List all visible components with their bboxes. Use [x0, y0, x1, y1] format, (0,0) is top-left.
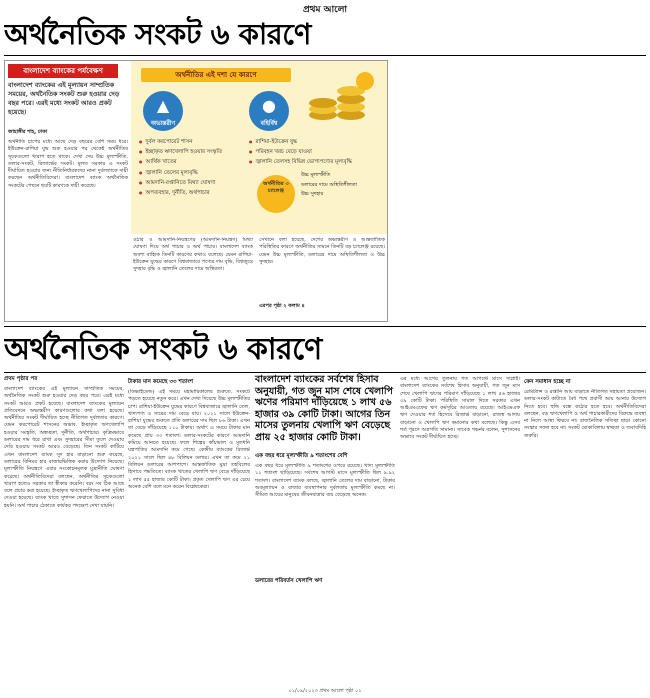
list-item: ● জ্বালানি তেলের মূল্যবৃদ্ধি: [139, 168, 249, 178]
byline: জাহাঙ্গীর শাহ, ঢাকা: [8, 129, 48, 135]
article-col-3: [255, 450, 395, 682]
external-label: বহির্বিশ্ব: [260, 120, 278, 127]
article-text: এক বছর ধরে মূল্যস্ফীতি ৯ শতাংশের ওপরে রয়েছে। খাদ্য মূল্যস্ফীতি ১২ শতাংশ ছাড়িয়েছে। সর্বশেষ আগস্ট মাসে মূল্যস্ফীতি ছিল ৯.৯২ শতাংশ। বাংলাদেশ ব্যাংক বলছে, জ্বালানি তেলের দাম বাড়ানো, টাকার অবমূল্যায়ন ও বাজার ব্যবস্থাপনার দুর্বলতায় মূল্যস্ফীতি কমছে না। সীমিত আয়ের মানুষের জীবনযাত্রার ব্যয় বেড়েছে অনেক।: [255, 463, 395, 499]
headline-bottom: অর্থনৈতিক সংকট ৬ কারণে: [4, 332, 322, 367]
article-text: রেমিট্যান্স ও রপ্তানি আয় বাড়াতে নীতিগত সহায়তা প্রয়োজন। ডলার-সংকট কাটাতে বৈধ পথে প্রবাসী আয় আনার উদ্যোগ নিতে হবে। হুন্ডি বন্ধে কঠোর হতে হবে। অর্থনীতিবিদেরা বলছেন, বড় ঋণখেলাপি ও অর্থ পাচারকারীদের বিরুদ্ধে ব্যবস্থা না নিলে আস্থা ফিরবে না। রাজনৈতিক সদিচ্ছা ছাড়া কোনো সংস্কার সফল হবে না। সংকট মোকাবিলায় স্বচ্ছতা ও জবাবদিহি জরুরি।: [524, 389, 646, 439]
section-heading: কেন সমাধান হচ্ছে না: [524, 379, 571, 385]
challenges-list: [301, 171, 381, 200]
section-tag: বাংলাদেশ ব্যাংকের পর্যবেক্ষণ: [8, 64, 118, 78]
body-col-1: অর্থনীতি চাপের মধ্যে আছে দেড় বছরের বেশি সময় ধরে। ইউক্রেন-রাশিয়া যুদ্ধ শুরু হওয়ার পর থেকেই অর্থনীতির সূচকগুলো খারাপ হতে থাকে। দেখা দেয় উচ্চ মূল্যস্ফীতি, ডলার-সংকট, রিজার্ভের সংকট। মূলত সরকার এ সংকট দীর্ঘায়িত হওয়ার জন্য নীতিনির্ধারকদের নানা দুর্বলতাকে দায়ী করছেন অর্থনীতিবিদেরা। বাংলাদেশ ব্যাংক অর্থনৈতিক সংকটের পেছনে ছয়টি কারণকে দায়ী করেছে।: [8, 139, 128, 189]
external-causes-list: [249, 137, 379, 168]
list-item: ● আর্থিক খাতের: [139, 157, 249, 167]
page-footer: ০১/০৯/২০২৩ প্রথম আলো পৃষ্ঠা ০১: [288, 688, 362, 694]
body-col-2: ওঠার ও আমদানি-নিয়ন্ত্রণের (আমদানি-নিয়ন্ত্রণ) মিথ্যা ঘোষণা দিয়ে অর্থ পাচার ও অর্থ পাচার। বাংলাদেশ ব্যাংক অবশ্য বাহ্যিক তিনটি কারণের কথাও বলেছে। যেমন রাশিয়া-ইউক্রেন যুদ্ধের কারণে বিশ্ববাজারে পণ্যের দাম বৃদ্ধি, বিশ্বজুড়ে সুদহার বৃদ্ধি ও জ্বালানি তেলের দামে অস্থিরতা।: [133, 237, 253, 273]
infographic-title: অর্থনীতির এই দশা যে কারণে: [141, 68, 291, 82]
map-icon: ▲: [156, 96, 170, 115]
domestic-label: অভ্যন্তরীণ: [150, 120, 176, 127]
article-text: (ডিভাইডেন্ড) এই সময়ে মহামারিকালের শুরুতে, সংকটে পড়তে হয়েছে নতুন করে। এখন দেখা দিয়েছে উচ্চ মূল্যস্ফীতির চাপ। রাশিয়া-ইউক্রেন যুদ্ধের কারণে বিশ্ববাজারে জ্বালানি তেল, খাদ্যপণ্য ও সারের দাম বেড়ে যায়। ২০২১ সালে ইউক্রেন-রাশিয়া যুদ্ধের শুরুতে প্রতি ডলারের দাম ছিল ৮৬ টাকা। এখন তা বেড়ে দাঁড়িয়েছে ১১০ টাকায়। অর্থাৎ এ সময়ে টাকার মান কমেছে প্রায় ৩৩ শতাংশ। ডলার-সংকটের কারণে আমদানি কমিয়ে আনতে হয়েছে। ফলে শিল্পের কাঁচামাল ও মূলধনি যন্ত্রপাতির আমদানি কমে গেছে। কেন্দ্রীয় ব্যাংকের রিজার্ভ ২০২১ সালে ছিল ৪৮ বিলিয়ন ডলার। এখন তা কমে ২১ বিলিয়ন ডলারের আশপাশে। আন্তর্জাতিক মুদ্রা তহবিলের হিসাবে পদ্ধতিতে। ব্যাংক খাতের খেলাপি ঋণ বেড়ে দাঁড়িয়েছে ১ লাখ ৫৫ হাজার কোটি টাকা। প্রকৃত খেলাপি ঋণ এর চেয়ে অনেক বেশি বলে মনে করেন বিশ্লেষকেরা।: [128, 389, 250, 490]
list-item: উচ্চ মূল্যস্ফীতি: [301, 172, 331, 178]
list-item: ● অপব্যবহার, দুর্নীতি, অর্থপাচার: [139, 188, 249, 198]
divider: [4, 372, 646, 373]
list-item: ● জ্বালানি তেলসহ বিভিন্ন ভোগ্যপণ্যের মূল্যবৃদ্ধি: [249, 157, 379, 167]
section-heading: টাকার মান কমেছে ৩৩ শতাংশ: [128, 379, 194, 385]
list-item: ডলারের দামে অস্থিতিশীলতা: [301, 181, 357, 188]
challenges-box: [257, 169, 379, 227]
article-text: বাংলাদেশ ব্যাংকের এই মূল্যায়ন সাম্প্রতিক সময়ের, অর্থনৈতিক সংকট শুরু হওয়ার দেড় বছর পরে। এরই মধ্যে সংকট আরও প্রকট হয়েছে। বাংলাদেশ ব্যাংকের মূল্যায়ন প্রতিবেদনে অভ্যন্তরীণ কারণগুলোর কথা বলা হয়েছে। অর্থনীতির সংকট দীর্ঘায়িত হচ্ছে নীতিগত দুর্বলতার কারণে। যেমন করপোরেট শাসনের অভাব, ইচ্ছাকৃত ঋণখেলাপি হওয়ার সংস্কৃতি, অস্বচ্ছতা, দুর্নীতি, অর্থপাচার। কৃত্রিমভাবে ডলারের দাম ধরে রাখা এবং সুদহারের সীমা তুলে দেওয়ায় দেরি হওয়ায় সংকট আরও বেড়েছে। তিন সংকট কাটিয়ে এখন বাংলাদেশ ব্যাংক সুদ হার বাড়ানো শুরু করেছে, ডলারের বিনিময় হার বাজারভিত্তিক করার উদ্যোগ নিয়েছে। মূল্যস্ফীতি নিয়ন্ত্রণে এবার সংকোচনমূলক মুদ্রানীতি ঘোষণা করেছে। অর্থনীতিবিদেরা বলছেন, অর্থনীতির সূচকগুলো খারাপ হলেও সরকার তা স্বীকার করেনি। বরং সব ঠিক আছে বলে প্রচার করা হয়েছে। ইচ্ছাকৃত ঋণখেলাপিদের নানা সুবিধা দেওয়া হয়েছে। ব্যাংক খাতে সুশাসন ফেরাতে উদ্যোগ নেওয়া হয়নি। অর্থ পাচার ঠেকাতে কার্যকর পদক্ষেপ দেখা যায়নি।: [4, 386, 124, 509]
list-item: ● রাশিয়া-ইউক্রেন যুদ্ধ: [249, 137, 379, 147]
article-col-5: [524, 376, 646, 682]
section-heading: এক বছর ধরে মূল্যস্ফীতি ৯ শতাংশের বেশি: [255, 453, 348, 459]
headline-top: অর্থনৈতিক সংকট ৬ কারণে: [4, 17, 311, 51]
causes-infographic: [131, 61, 387, 234]
domestic-circle: [143, 91, 183, 131]
intro-text: বাংলাদেশ ব্যাংকের এই মূল্যায়ন সাম্প্রতিক সময়ের, অর্থনৈতিক সংকট শুরু হওয়ার দেড় বছর পরে। এরই মধ্যে সংকট আরও প্রকট হয়েছে।: [8, 81, 120, 116]
divider: [4, 326, 646, 327]
section-heading: ডলারের পরিবর্তন খেলাপি ঋণ: [255, 578, 323, 584]
continued-note: এরপর পৃষ্ঠা ২ কলাম ৪: [259, 303, 305, 309]
coins-illustration: [303, 65, 381, 123]
list-item: ● আমদানি-রপ্তানিতে মিথ্যা ঘোষণা: [139, 178, 249, 188]
external-circle: [249, 91, 289, 131]
challenge-label: অর্থনীতির ৩ চ্যালেঞ্জ: [257, 175, 295, 213]
article-col-2: [128, 376, 250, 682]
list-item: উচ্চ সুদহার: [301, 191, 324, 197]
article-col-1: [4, 376, 124, 682]
list-item: ● দুর্বল করপোরেট শাসন: [139, 137, 249, 147]
globe-icon: ●: [262, 96, 276, 115]
divider: [4, 55, 646, 56]
page-label: প্রথম পৃষ্ঠার পর: [4, 376, 38, 382]
list-item: ● পরিবহন খরচ বেড়ে যাওয়া: [249, 147, 379, 157]
pull-quote: বাংলাদেশ ব্যাংকের সর্বশেষ হিসাব অনুযায়ী, গত জুন মাস শেষে খেলাপি ঋণের পরিমাণ দাঁড়িয়েছে ১ লাখ ৫৬ হাজার ৩৯ কোটি টাকা। আগের তিন মাসের তুলনায় খেলাপি ঋণ বেড়েছে প্রায় ২৫ হাজার কোটি টাকা।: [255, 374, 393, 443]
body-col-3: সেখানে বলা হয়েছে, দেশের অভ্যন্তরীণ ও আন্তর্জাতিক পরিস্থিতির কারণে অর্থনীতির সামনে তিনটি বড় চ্যালেঞ্জ রয়েছে। যেমন উচ্চ মূল্যস্ফীতি, ডলারের দামে অস্থিতিশীলতা ও উচ্চ সুদহার।: [259, 237, 385, 265]
masthead-logo: প্রথম আলো: [302, 5, 348, 15]
article-col-4: [400, 376, 520, 682]
list-item: ● ইচ্ছাকৃত ঋণখেলাপি হওয়ার সংস্কৃতি: [139, 147, 249, 157]
domestic-causes-list: [139, 137, 249, 198]
front-page-clipping: [4, 60, 388, 322]
article-text: এর মধ্যে আগের তুলনায় গত আগস্টে মাসে সাপ্লাই। বাংলাদেশ ব্যাংকের সর্বশেষ হিসাব অনুযায়ী, গত জুন মাস শেষে খেলাপি ঋণের পরিমাণ দাঁড়িয়েছে ১ লাখ ৫৬ হাজার ৩৯ কোটি টাকা। পরিস্থিতি সামাল দিতে সরকার এখন আইএমএফের ঋণ কর্মসূচির আওতায় রয়েছে। আইএমএফ ঋণ দেওয়ার শর্ত হিসেবে রিজার্ভ বাড়ানো, রাজস্ব আদায় বাড়ানো ও খেলাপি ঋণ কমানোর কথা বলেছে। কিন্তু এসব শর্ত পূরণে অগ্রগতি সামান্য। সাবেক গভর্নর বলেন, সুশাসনের অভাবে সংকট দীর্ঘায়িত হচ্ছে।: [400, 376, 520, 441]
